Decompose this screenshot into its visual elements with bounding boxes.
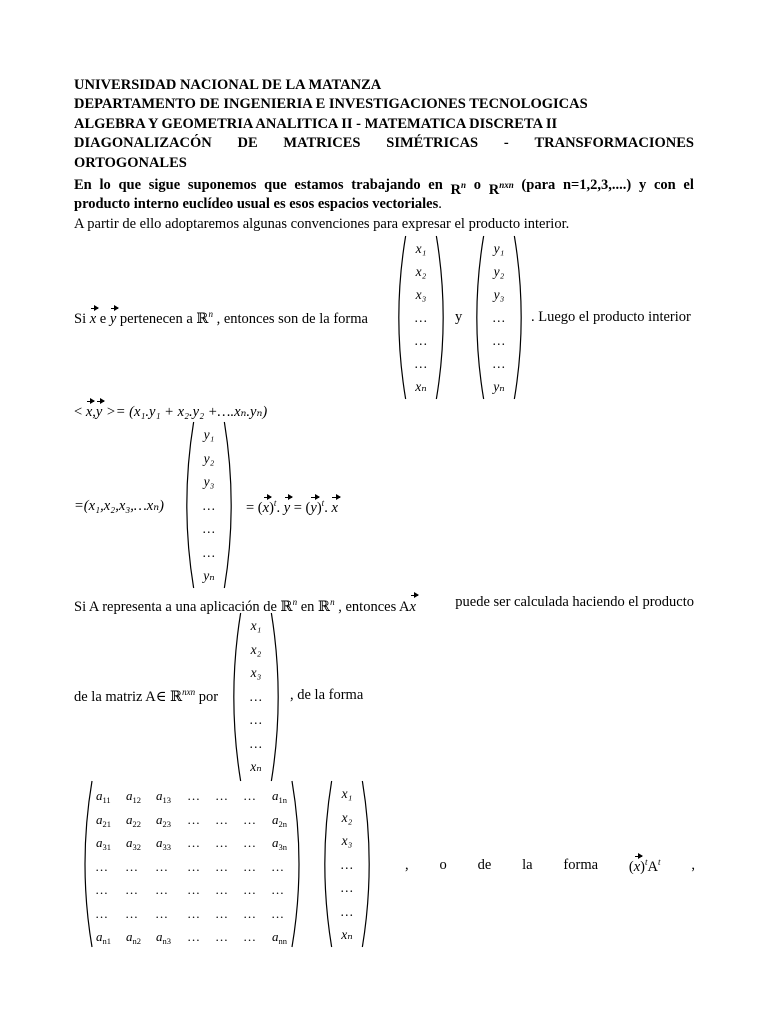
matrix-entry: … — [188, 788, 200, 803]
application-sentence — [74, 593, 694, 617]
matrix-entry: $a_{33}$ — [156, 835, 171, 852]
intro-word: (para — [521, 177, 556, 193]
intro-word: que — [264, 177, 287, 193]
matrix-entry: … — [216, 835, 228, 850]
matrix-index: 12 — [132, 795, 141, 805]
matrix-entry: $a_{21}$ — [96, 811, 111, 829]
tail-word: , — [405, 857, 409, 873]
y-vector-symbol: y — [109, 311, 117, 327]
tail-word: o — [439, 857, 447, 873]
document-title-line2: ORTOGONALES — [74, 155, 187, 171]
alternate-form — [405, 857, 695, 876]
vector-entry: … — [340, 856, 353, 872]
matrix-entry: … — [244, 811, 256, 827]
intro-word: que — [118, 177, 142, 193]
eq-open: = ( — [246, 500, 263, 516]
vector-entry: y₂ — [203, 450, 215, 466]
matrix-entry: … — [126, 905, 138, 921]
title-word: SIMÉTRICAS — [386, 135, 479, 151]
vector-entry: x₁ — [415, 241, 427, 256]
matrix-entry: $a_{23}$ — [156, 811, 171, 829]
matrix-index: 23 — [162, 818, 171, 829]
vector-entry: x₃ — [415, 287, 427, 302]
vectors-sentence — [74, 309, 368, 328]
matrix-entry: $a_{32}$ — [126, 835, 141, 852]
university-name: UNIVERSIDAD NACIONAL DE LA MATANZA — [74, 77, 382, 93]
vector-entry: xₙ — [341, 927, 353, 942]
paren-close-2: ) — [316, 500, 322, 516]
document-title-line1 — [74, 134, 694, 153]
matriz-sentence — [74, 687, 218, 706]
matrix-entry: … — [244, 905, 256, 921]
matrix-index: 21 — [102, 818, 111, 829]
title-word: MATRICES — [283, 135, 361, 151]
e-word: e — [99, 311, 107, 327]
vector-entry: … — [492, 333, 505, 348]
matrix-entry: … — [188, 905, 200, 921]
matrix-entry: $a_{n2}$ — [126, 929, 141, 946]
matrix-entry: $a_{3n}$ — [272, 835, 287, 852]
rnxn-sup: nxn — [499, 180, 514, 190]
matrix-entry: $a_{2n}$ — [272, 811, 287, 829]
tail-word: forma — [563, 857, 599, 873]
transpose-expression — [246, 498, 338, 517]
inner-product-sum: >= (x₁.y₁ + x₂.y₂ +….xₙ.yₙ) — [102, 404, 268, 420]
matrix-entry: … — [272, 905, 284, 921]
matrix-index: 33 — [162, 842, 171, 852]
x-column-vector-3 — [316, 780, 378, 948]
matrix-entry: … — [272, 858, 284, 874]
tail-t2: t — [658, 857, 661, 867]
matrix-entry: … — [216, 788, 228, 803]
forma-text: , entonces son de la forma — [216, 311, 368, 327]
vector-entry: x₂ — [250, 641, 262, 657]
y-column-vector-2 — [178, 421, 240, 589]
matrix-entry: … — [96, 905, 108, 921]
y-vector-symbol-4: y — [310, 500, 317, 516]
vector-entry: … — [340, 903, 353, 919]
x-vector-symbol-4: x — [331, 500, 338, 516]
title-word: - — [503, 135, 509, 151]
intro-word: $R^n$ — [450, 180, 467, 198]
department-name: DEPARTAMENTO DE INGENIERIA E INVESTIGACIONES TECNOLOGICAS — [74, 96, 588, 112]
x-vector-symbol-3: x — [262, 500, 270, 516]
matrix-entry: $a_{n3}$ — [156, 929, 171, 946]
intro-word: En — [74, 177, 92, 193]
vector-entry: … — [414, 333, 427, 348]
matrix-entry: $a_{nn}$ — [272, 929, 287, 946]
transpose-t: t — [273, 498, 277, 508]
matrix-entry: … — [216, 929, 228, 944]
tail-comma: , — [691, 857, 695, 873]
matrix-index: n3 — [162, 936, 171, 946]
vector-entry: x₁ — [341, 786, 353, 801]
intro-word: trabajando — [351, 177, 421, 193]
matrix-entry: … — [188, 882, 200, 897]
intro-line2-end: . — [438, 196, 442, 212]
angle-open: < — [74, 404, 86, 420]
intro-word: en — [428, 177, 443, 193]
matrix-entry: $a_{n1}$ — [96, 929, 111, 946]
matrix-entry: … — [156, 905, 168, 921]
matrix-entry: … — [188, 929, 200, 944]
title-word: DIAGONALIZACÓN — [74, 135, 212, 151]
row-vector-expression: =(x₁,x₂,x₃,…xₙ) — [74, 498, 164, 514]
y-conjunction: y — [455, 309, 463, 325]
intro-word: estamos — [294, 177, 344, 193]
x-vector-symbol-6: x — [633, 859, 641, 875]
matrix-entry: … — [244, 929, 256, 944]
matrix-index: n2 — [132, 936, 141, 946]
matrix-entry: … — [216, 882, 228, 897]
inner-product-definition — [74, 404, 267, 421]
matrix-index: 22 — [132, 818, 141, 829]
matrix-index: 2n — [278, 818, 287, 829]
exp-2: n — [330, 597, 335, 607]
vector-entry: … — [249, 688, 262, 704]
intro-word: el — [683, 177, 694, 193]
matrix-entry: … — [244, 882, 256, 897]
x-vector-symbol-5: x — [409, 599, 416, 615]
luego-text: . Luego el producto interior — [531, 309, 691, 325]
vector-entry: yₙ — [493, 379, 505, 394]
right-paren — [292, 781, 299, 947]
pertenecen-text: pertenecen a ℝ — [119, 311, 209, 327]
coefficient-matrix — [76, 780, 308, 948]
matrix-entry: … — [156, 858, 168, 874]
eq-open-2: = ( — [290, 500, 311, 516]
vector-entry: yₙ — [203, 568, 215, 583]
tail-t: t — [645, 857, 648, 867]
vector-entry: y₁ — [203, 427, 215, 442]
matrix-entry: … — [216, 811, 228, 827]
x-vector-symbol: x — [89, 311, 97, 327]
matrix-index: 3n — [278, 842, 287, 852]
intro-word: n=1,2,3,....) — [562, 177, 632, 193]
vector-entry: y₃ — [203, 474, 215, 489]
intro-word: con — [653, 177, 676, 193]
paren-close: ) — [269, 500, 274, 516]
intro-word: $R^{nxn}$ — [488, 180, 514, 198]
course-name: ALGEBRA Y GEOMETRIA ANALITICA II - MATEMATICA DISCRETA II — [74, 116, 558, 132]
left-paren — [85, 781, 92, 947]
intro-word: y — [638, 177, 647, 193]
matrix-entry: … — [188, 858, 200, 874]
entonces-text: , entonces A — [334, 599, 410, 615]
vector-entry: y₃ — [493, 287, 505, 302]
intro-word: sigue — [148, 177, 181, 193]
matrix-index: 32 — [132, 842, 141, 852]
comma: , — [92, 404, 96, 420]
x-vector-symbol-2: x — [85, 404, 93, 420]
matrix-entry: … — [188, 835, 200, 850]
vector-entry: … — [202, 521, 215, 536]
intro-word: suponemos — [187, 177, 257, 193]
matrix-entry: … — [188, 811, 200, 827]
vector-entry: … — [249, 712, 262, 727]
vector-entry: … — [202, 544, 215, 560]
x-column-vector — [390, 235, 452, 400]
vector-entry: x₃ — [341, 833, 353, 848]
vector-entry: x₃ — [250, 665, 262, 680]
vector-entry: x₁ — [250, 618, 262, 633]
vector-entry: xₙ — [415, 379, 427, 394]
title-word: TRANSFORMACIONES — [534, 135, 694, 151]
por-text: por — [195, 689, 219, 705]
intro-line2 — [74, 195, 694, 214]
matrix-index: 13 — [162, 795, 171, 805]
transpose-t-2: t — [321, 498, 325, 508]
exp-1: n — [292, 597, 298, 607]
matrix-index: n1 — [102, 936, 111, 946]
y-vector-symbol-3: y — [283, 500, 291, 516]
vector-entry: … — [492, 310, 505, 325]
matrix-index: 31 — [102, 842, 111, 852]
matrix-entry: … — [156, 882, 168, 897]
matrix-entry: $a_{12}$ — [126, 788, 141, 805]
matrix-entry: $a_{13}$ — [156, 788, 171, 805]
vector-entry: x₂ — [341, 809, 353, 825]
dot: . — [276, 500, 284, 516]
intro-word: lo — [99, 177, 111, 193]
vector-entry: y₁ — [493, 241, 505, 256]
matrix-entry: … — [244, 835, 256, 850]
tail-word: de — [477, 857, 492, 873]
tail-expression: $(x)^tA^t$ — [628, 857, 661, 875]
exp-nxn: nxn — [182, 687, 196, 697]
intro-line2-bold: producto interno euclídeo usual es esos espacios vectoriales — [74, 196, 439, 212]
matrix-index: nn — [278, 936, 287, 946]
matrix-entry: $a_{31}$ — [96, 835, 111, 852]
vector-entry: … — [414, 356, 427, 371]
matrix-entry: … — [126, 882, 138, 897]
matrix-index: 1n — [278, 795, 287, 805]
matrix-entry: $a_{11}$ — [96, 788, 111, 805]
en-text: en ℝ — [297, 599, 331, 615]
matrix-entry: … — [96, 858, 108, 874]
y-column-vector — [468, 235, 530, 400]
matrix-entry: … — [272, 882, 284, 897]
title-word: DE — [237, 135, 258, 151]
intro-line3: A partir de ello adoptaremos algunas convenciones para expresar el producto interior. — [74, 216, 570, 232]
vector-entry: x₂ — [415, 264, 427, 279]
dot-2: . — [324, 500, 332, 516]
producto-text: puede ser calculada haciendo el producto — [455, 594, 694, 610]
matrix-entry: … — [244, 858, 256, 874]
x-column-vector-2 — [225, 612, 287, 782]
intro-word: o — [473, 177, 481, 193]
vector-entry: … — [340, 880, 353, 895]
vector-entry: … — [492, 356, 505, 371]
vector-entry: xₙ — [250, 759, 262, 774]
matriz-text: de la matriz A∈ ℝ — [74, 689, 183, 705]
matrix-entry: $a_{22}$ — [126, 811, 141, 829]
matrix-entry: … — [126, 858, 138, 874]
vector-entry: … — [414, 310, 427, 325]
vector-entry: … — [249, 735, 262, 751]
vector-entry: … — [202, 497, 215, 513]
matrix-index: 11 — [102, 795, 111, 805]
forma-text-2: , de la forma — [290, 687, 364, 703]
y-vector-symbol-2: y — [95, 404, 103, 420]
matrix-entry: … — [216, 905, 228, 921]
matrix-entry: $a_{1n}$ — [272, 788, 287, 805]
si-a-text: Si A representa a una aplicación de ℝ — [74, 599, 293, 615]
matrix-entry: … — [96, 882, 108, 897]
matrix-entry: … — [216, 858, 228, 874]
matrix-entry: … — [244, 788, 256, 803]
tail-word: la — [522, 857, 533, 873]
si-word: Si — [74, 311, 87, 327]
rn-sup: n — [461, 180, 467, 190]
rn-exponent: n — [208, 309, 213, 319]
vector-entry: y₂ — [493, 264, 505, 279]
